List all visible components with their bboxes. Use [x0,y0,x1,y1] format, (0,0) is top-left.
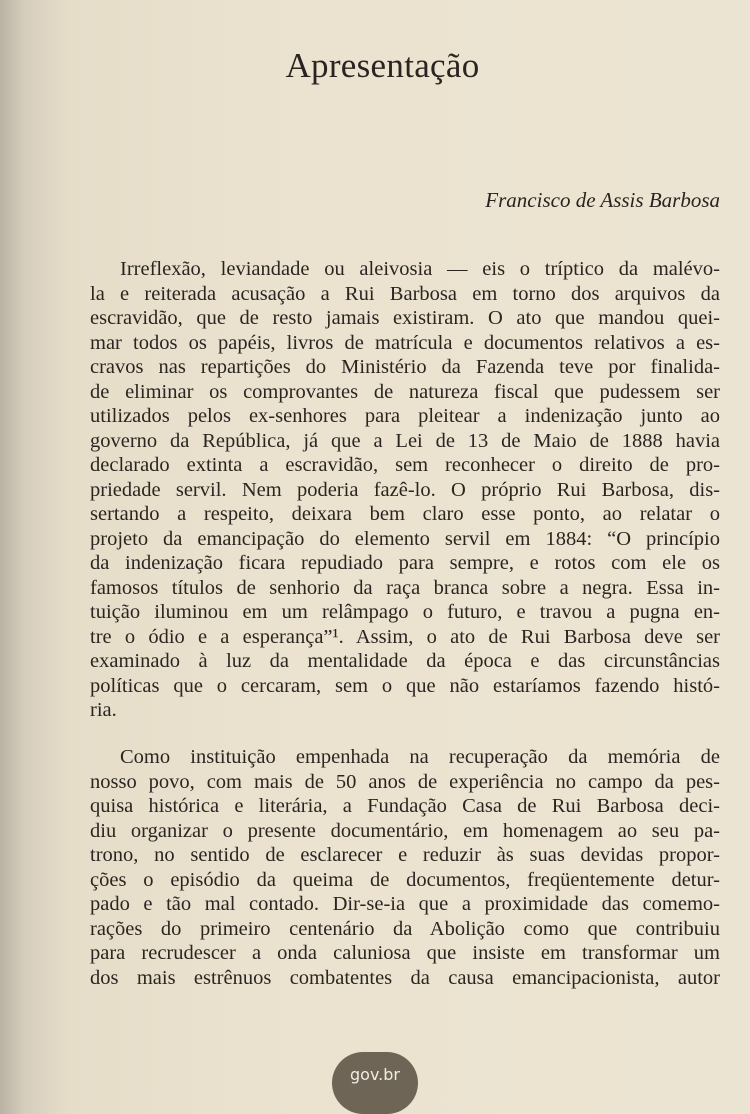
text-line: declarado extinta a escravidão, sem reconhecer o direito de pro- [90,454,720,476]
text-line: mar todos os papéis, livros de matrícula e documentos relativos a es- [90,331,720,354]
text-line: Como instituição empenhada na recuperação da memória de [120,746,720,768]
text-line: políticas que o cercaram, sem o que não estaríamos fazendo histó- [90,674,720,697]
text-line: Irreflexão, leviandade ou aleivosia — eis o tríptico da malévo- [120,258,720,280]
text-line: dos mais estrênuos combatentes da causa emancipacionista, autor [90,966,720,989]
paragraph-2 [90,745,720,990]
text-line: la e reiterada acusação a Rui Barbosa em torno dos arquivos da [90,282,720,305]
text-line: rações do primeiro centenário da Abolição como que contribuiu [90,917,720,940]
text-line: ria. [90,699,117,721]
author-name: Francisco de Assis Barbosa [485,188,720,212]
text-line: tre o ódio e a esperança”¹. Assim, o ato de Rui Barbosa deve ser [90,625,720,648]
text-line: projeto da emancipação do elemento servil em 1884: “O princípio [90,527,720,550]
text-line: tuição iluminou em um relâmpago o futuro, e travou a pugna en- [90,601,720,623]
text-line: cravos nas repartições do Ministério da Fazenda teve por finalida- [90,356,720,378]
text-line: pado e tão mal contado. Dir-se-ia que a proximidade das comemo- [90,893,720,915]
text-line: ções o episódio da queima de documentos, freqüentemente detur- [90,868,720,891]
text-line: diu organizar o presente documentário, em homenagem ao seu pa- [90,819,720,842]
text-line: de eliminar os comprovantes de natureza fiscal que pudessem ser [90,380,720,403]
text-line: famosos títulos de senhorio da raça branca sobre a negra. Essa in- [90,576,720,599]
text-line: da indenização ficara repudiado para sempre, e rotos com ele os [90,552,720,574]
text-line: trono, no sentido de esclarecer e reduzir às suas devidas propor- [90,844,720,866]
text-line: para recrudescer a onda caluniosa que insiste em transformar um [90,942,720,964]
text-line: utilizados pelos ex-senhores para pleitear a indenização junto ao [90,405,720,427]
text-line: priedade servil. Nem poderia fazê-lo. O próprio Rui Barbosa, dis- [90,478,720,501]
text-line: quisa histórica e literária, a Fundação Casa de Rui Barbosa deci- [90,795,720,817]
gov-br-badge[interactable]: gov.br [332,1052,418,1114]
text-line: nosso povo, com mais de 50 anos de experiência no campo da pes- [90,770,720,793]
page-title: Apresentação [285,46,480,85]
text-line: governo da República, já que a Lei de 13 de Maio de 1888 havia [90,429,720,452]
paragraph-1 [90,257,720,723]
text-line: escravidão, que de resto jamais existiram. O ato que mandou quei- [90,307,720,329]
text-line: sertando a respeito, deixara bem claro esse ponto, ao relatar o [90,503,720,525]
text-line: examinado à luz da mentalidade da época e das circunstâncias [90,650,720,672]
